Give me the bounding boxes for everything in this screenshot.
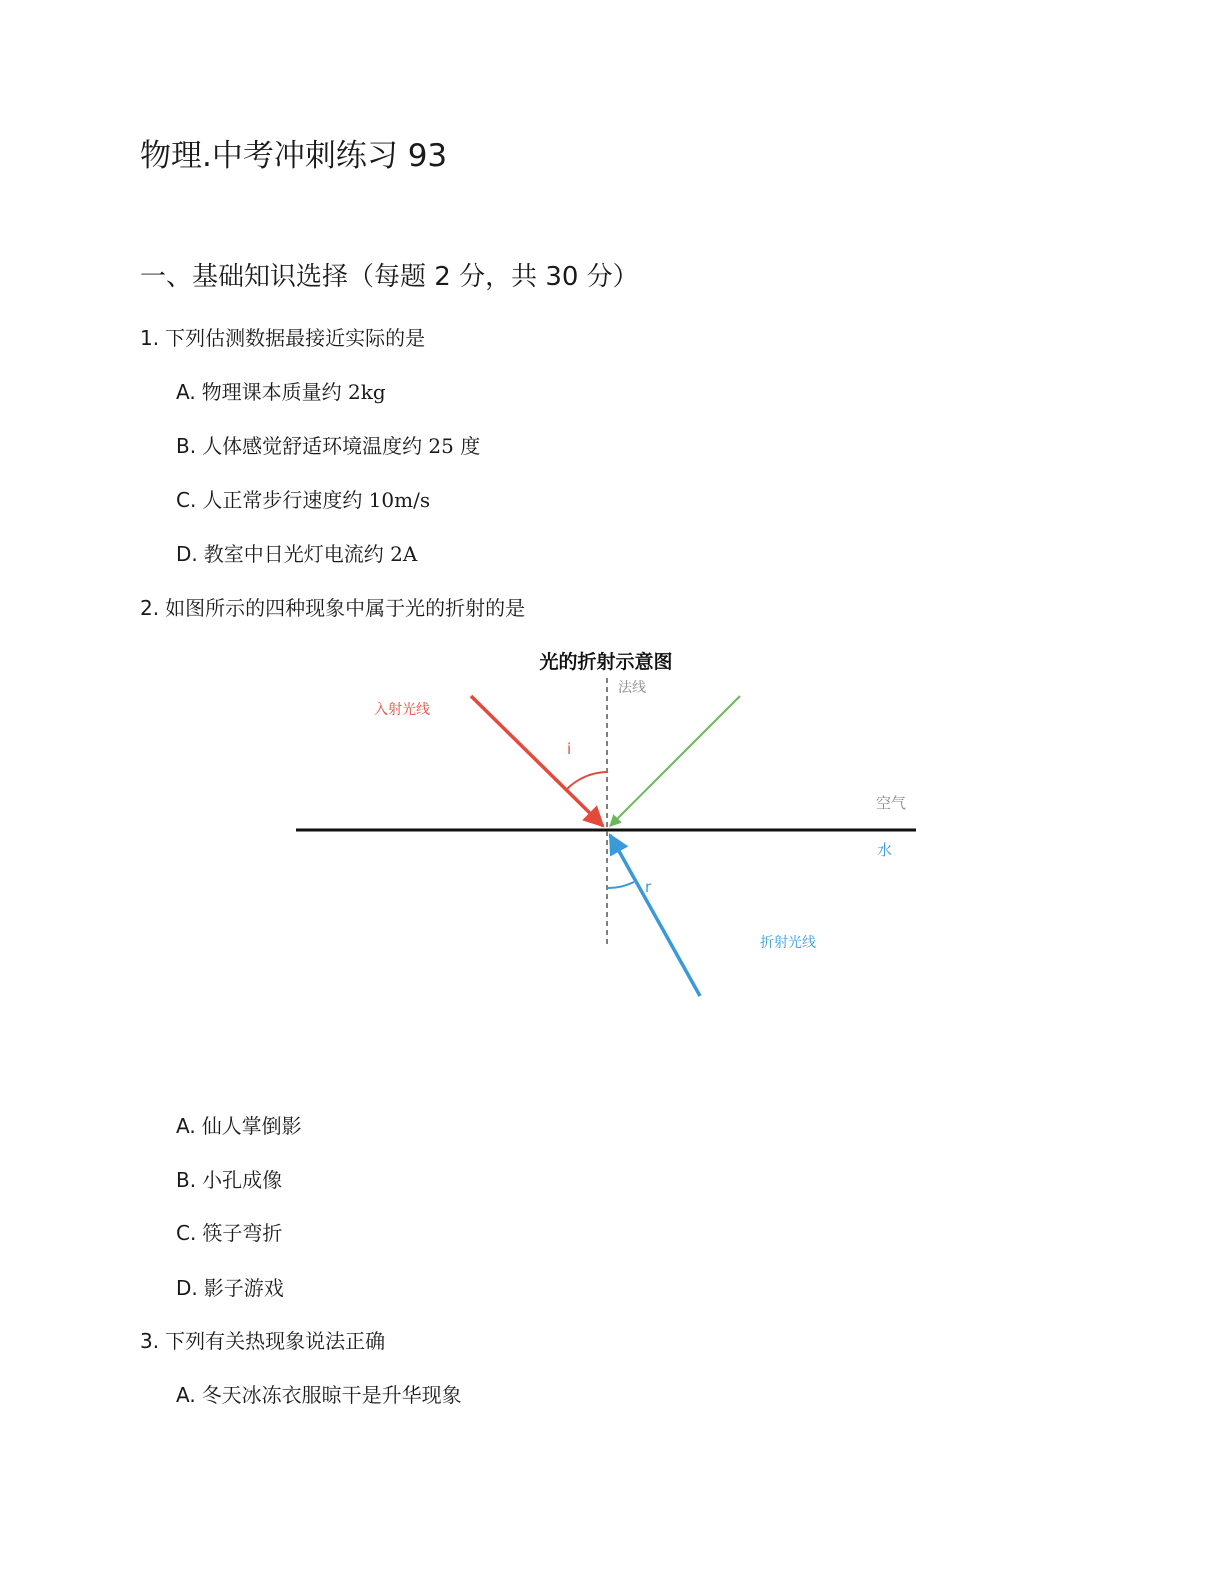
- question-number: 2.: [140, 596, 160, 620]
- incident-label: 入射光线: [374, 702, 430, 718]
- option-text: 影子游戏: [203, 1276, 284, 1300]
- option-text: 仙人掌倒影: [201, 1114, 302, 1138]
- question-1: [140, 322, 425, 351]
- refraction-diagram-svg: [290, 640, 930, 1010]
- option-letter: B.: [176, 1168, 197, 1192]
- option-2a: [176, 1110, 302, 1139]
- option-letter: A.: [176, 380, 196, 404]
- option-1c: [176, 484, 430, 513]
- green-ray: [610, 696, 740, 826]
- question-text: 下列估测数据最接近实际的是: [165, 326, 426, 350]
- water-label: 水: [877, 841, 893, 859]
- refracted-label: 折射光线: [760, 935, 816, 951]
- option-letter: C.: [176, 488, 197, 512]
- question-number: 3.: [140, 1329, 160, 1353]
- option-text: 小孔成像: [202, 1168, 283, 1192]
- option-letter: D.: [176, 1276, 198, 1300]
- angle-i-arc: [566, 772, 607, 790]
- option-letter: D.: [176, 542, 198, 566]
- option-text: 人正常步行速度约 10m/s: [202, 488, 431, 512]
- refracted-ray: [610, 835, 700, 996]
- option-1b: [176, 430, 480, 459]
- option-text: 人体感觉舒适环境温度约 25 度: [202, 434, 481, 458]
- question-3: [140, 1325, 385, 1354]
- option-text: 教室中日光灯电流约 2A: [203, 542, 418, 566]
- incident-ray: [471, 696, 603, 826]
- question-number: 1.: [140, 326, 160, 350]
- option-2d: [176, 1272, 284, 1301]
- option-letter: A.: [176, 1383, 196, 1407]
- angle-i-label: i: [567, 740, 572, 758]
- option-1a: [176, 376, 386, 405]
- option-3a: [176, 1379, 462, 1408]
- option-text: 冬天冰冻衣服晾干是升华现象: [201, 1383, 462, 1407]
- question-2: [140, 592, 525, 621]
- option-2b: [176, 1164, 282, 1193]
- option-letter: B.: [176, 434, 197, 458]
- option-letter: A.: [176, 1114, 196, 1138]
- normal-label: 法线: [618, 680, 646, 696]
- option-text: 物理课本质量约 2kg: [201, 380, 386, 404]
- diagram-title: 光的折射示意图: [539, 651, 673, 673]
- option-2c: [176, 1217, 282, 1246]
- document-title: 物理.中考冲刺练习 93: [140, 138, 448, 174]
- angle-r-arc: [607, 882, 634, 888]
- air-label: 空气: [876, 794, 907, 812]
- option-text: 筷子弯折: [202, 1221, 283, 1245]
- section-heading: 一、基础知识选择（每题 2 分，共 30 分）: [140, 262, 639, 292]
- question-text: 下列有关热现象说法正确: [165, 1329, 386, 1353]
- angle-r-label: r: [645, 878, 652, 896]
- refraction-diagram: [290, 640, 930, 1010]
- option-letter: C.: [176, 1221, 197, 1245]
- option-1d: [176, 538, 417, 567]
- question-text: 如图所示的四种现象中属于光的折射的是: [165, 596, 526, 620]
